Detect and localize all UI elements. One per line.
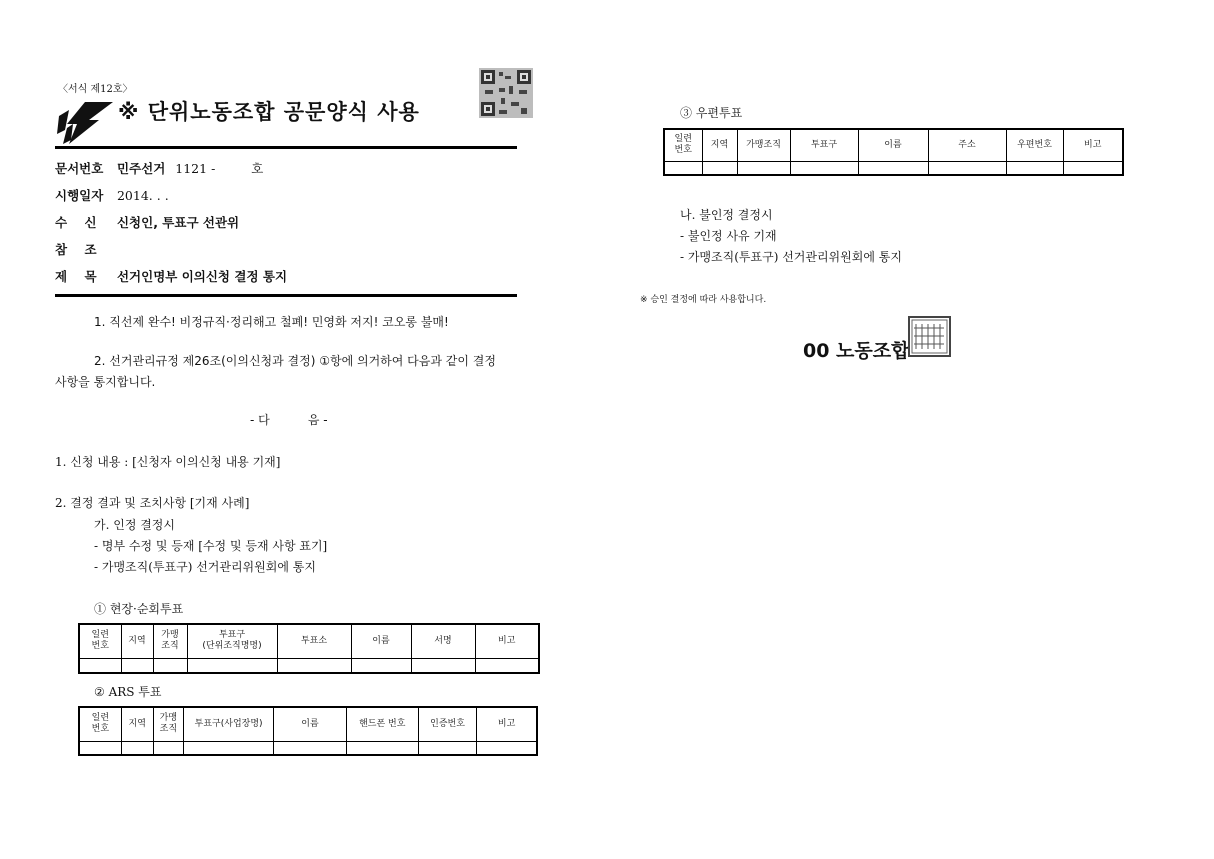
- table-1-caption: ① 현장·순회투표: [94, 602, 184, 616]
- table-1-cell[interactable]: [79, 658, 121, 673]
- reference-label: 참 조: [55, 242, 97, 257]
- table-2-header-phone: 핸드폰 번호: [346, 707, 418, 741]
- subject-value: 선거인명부 이의신청 결정 통지: [116, 269, 288, 284]
- date-label: 시행일자: [55, 188, 104, 203]
- table-1-header-precinct: 투표구 (단위조직명명): [187, 624, 277, 658]
- table-3-cell[interactable]: [928, 161, 1006, 175]
- doc-number-label: 문서번호: [55, 161, 104, 176]
- table-2-header-auth-number: 인증번호: [418, 707, 476, 741]
- table-2-cell[interactable]: [274, 741, 346, 755]
- table-1-header-signature: 서명: [411, 624, 475, 658]
- table-2-header-region: 지역: [121, 707, 153, 741]
- form-number: 〈서식 제12호〉: [58, 84, 133, 95]
- item-2-na: 나. 불인정 결정시: [680, 208, 773, 222]
- date-row: [55, 186, 169, 204]
- document-title: ※ 단위노동조합 공문양식 사용: [118, 100, 420, 124]
- table-3-header-name: 이름: [858, 129, 928, 161]
- header-bottom-rule: [55, 294, 517, 297]
- table-3-header-remarks: 비고: [1063, 129, 1123, 161]
- table-1-cell[interactable]: [153, 658, 187, 673]
- item-1: 1. 신청 내용 : [신청자 이의신청 내용 기재]: [55, 455, 281, 469]
- table-2: [78, 706, 538, 756]
- table-3-header-affiliate: 가맹조직: [737, 129, 790, 161]
- table-1-header-name: 이름: [351, 624, 411, 658]
- table-2-caption: ② ARS 투표: [94, 685, 162, 699]
- doc-number-value: 민주선거: [116, 161, 166, 176]
- table-3-header-address: 주소: [928, 129, 1006, 161]
- table-2-cell[interactable]: [153, 741, 183, 755]
- table-1-header-region: 지역: [121, 624, 153, 658]
- table-3-row: [664, 161, 1123, 175]
- da-eum-heading: - 다 음 -: [250, 413, 328, 427]
- table-2-header-affiliate: 가맹 조직: [153, 707, 183, 741]
- table-3-cell[interactable]: [664, 161, 702, 175]
- table-2-cell[interactable]: [477, 741, 537, 755]
- table-2-header-serial: 일련 번호: [79, 707, 121, 741]
- table-3-header-postcode: 우편번호: [1006, 129, 1063, 161]
- table-1-cell[interactable]: [121, 658, 153, 673]
- table-2-header-remarks: 비고: [477, 707, 537, 741]
- recipient-label: 수 신: [55, 215, 97, 230]
- approval-note: ※ 승인 결정에 따라 사용합니다.: [640, 295, 767, 305]
- table-1-row: [79, 658, 539, 673]
- item-2-na-1: - 불인정 사유 기재: [680, 229, 777, 243]
- subject-label: 제 목: [55, 269, 97, 284]
- table-1-header-remarks: 비고: [475, 624, 539, 658]
- qr-code-icon: [479, 68, 533, 118]
- union-name: 00 노동조합: [803, 340, 910, 362]
- table-3-cell[interactable]: [737, 161, 790, 175]
- table-2-header-precinct: 투표구(사업장명): [183, 707, 273, 741]
- table-1-header-polling-place: 투표소: [277, 624, 351, 658]
- recipient-value: 신청인, 투표구 선관위: [116, 215, 240, 230]
- table-1-header-serial: 일련 번호: [79, 624, 121, 658]
- item-2: 2. 결정 결과 및 조치사항 [기재 사례]: [55, 496, 250, 510]
- table-3-cell[interactable]: [790, 161, 858, 175]
- table-1-cell[interactable]: [351, 658, 411, 673]
- doc-number-number: 1121 -: [175, 161, 216, 176]
- doc-number-row: [55, 159, 263, 177]
- table-2-cell[interactable]: [418, 741, 476, 755]
- table-3-cell[interactable]: [1063, 161, 1123, 175]
- table-3: [663, 128, 1124, 176]
- table-3-header-precinct: 투표구: [790, 129, 858, 161]
- table-1: [78, 623, 540, 674]
- table-3-cell[interactable]: [1006, 161, 1063, 175]
- table-1-header-affiliate: 가맹 조직: [153, 624, 187, 658]
- table-2-row: [79, 741, 537, 755]
- table-3-header-region: 지역: [702, 129, 737, 161]
- official-seal-icon: [908, 316, 951, 357]
- item-2-ga-2: - 가맹조직(투표구) 선거관리위원회에 통지: [94, 560, 316, 574]
- header-top-rule: [55, 146, 517, 149]
- table-2-header-name: 이름: [274, 707, 346, 741]
- table-2-cell[interactable]: [79, 741, 121, 755]
- table-1-cell[interactable]: [475, 658, 539, 673]
- item-2-ga-1: - 명부 수정 및 등재 [수정 및 등재 사항 표기]: [94, 539, 328, 553]
- recipient-row: [55, 213, 239, 231]
- table-1-cell[interactable]: [187, 658, 277, 673]
- reference-row: [55, 240, 113, 258]
- paragraph-2-line-2: 사항을 통지합니다.: [55, 375, 156, 389]
- table-3-header-serial: 일련 번호: [664, 129, 702, 161]
- union-logo-icon: [55, 100, 113, 144]
- item-2-ga: 가. 인정 결정시: [94, 518, 175, 532]
- table-1-cell[interactable]: [277, 658, 351, 673]
- table-2-cell[interactable]: [183, 741, 273, 755]
- paragraph-2-line-1: 2. 선거관리규정 제26조(이의신청과 결정) ①항에 의거하여 다음과 같이 결정: [94, 354, 496, 368]
- date-value: 2014. . .: [116, 188, 169, 203]
- table-3-cell[interactable]: [858, 161, 928, 175]
- item-2-na-2: - 가맹조직(투표구) 선거관리위원회에 통지: [680, 250, 902, 264]
- table-3-cell[interactable]: [702, 161, 737, 175]
- table-3-caption: ③ 우편투표: [680, 106, 743, 120]
- table-2-cell[interactable]: [346, 741, 418, 755]
- paragraph-1: 1. 직선제 완수! 비정규직·정리해고 철폐! 민영화 저지! 코오롱 불매!: [94, 315, 449, 329]
- doc-number-suffix: 호: [251, 161, 264, 176]
- table-1-cell[interactable]: [411, 658, 475, 673]
- table-2-cell[interactable]: [121, 741, 153, 755]
- subject-row: [55, 267, 287, 285]
